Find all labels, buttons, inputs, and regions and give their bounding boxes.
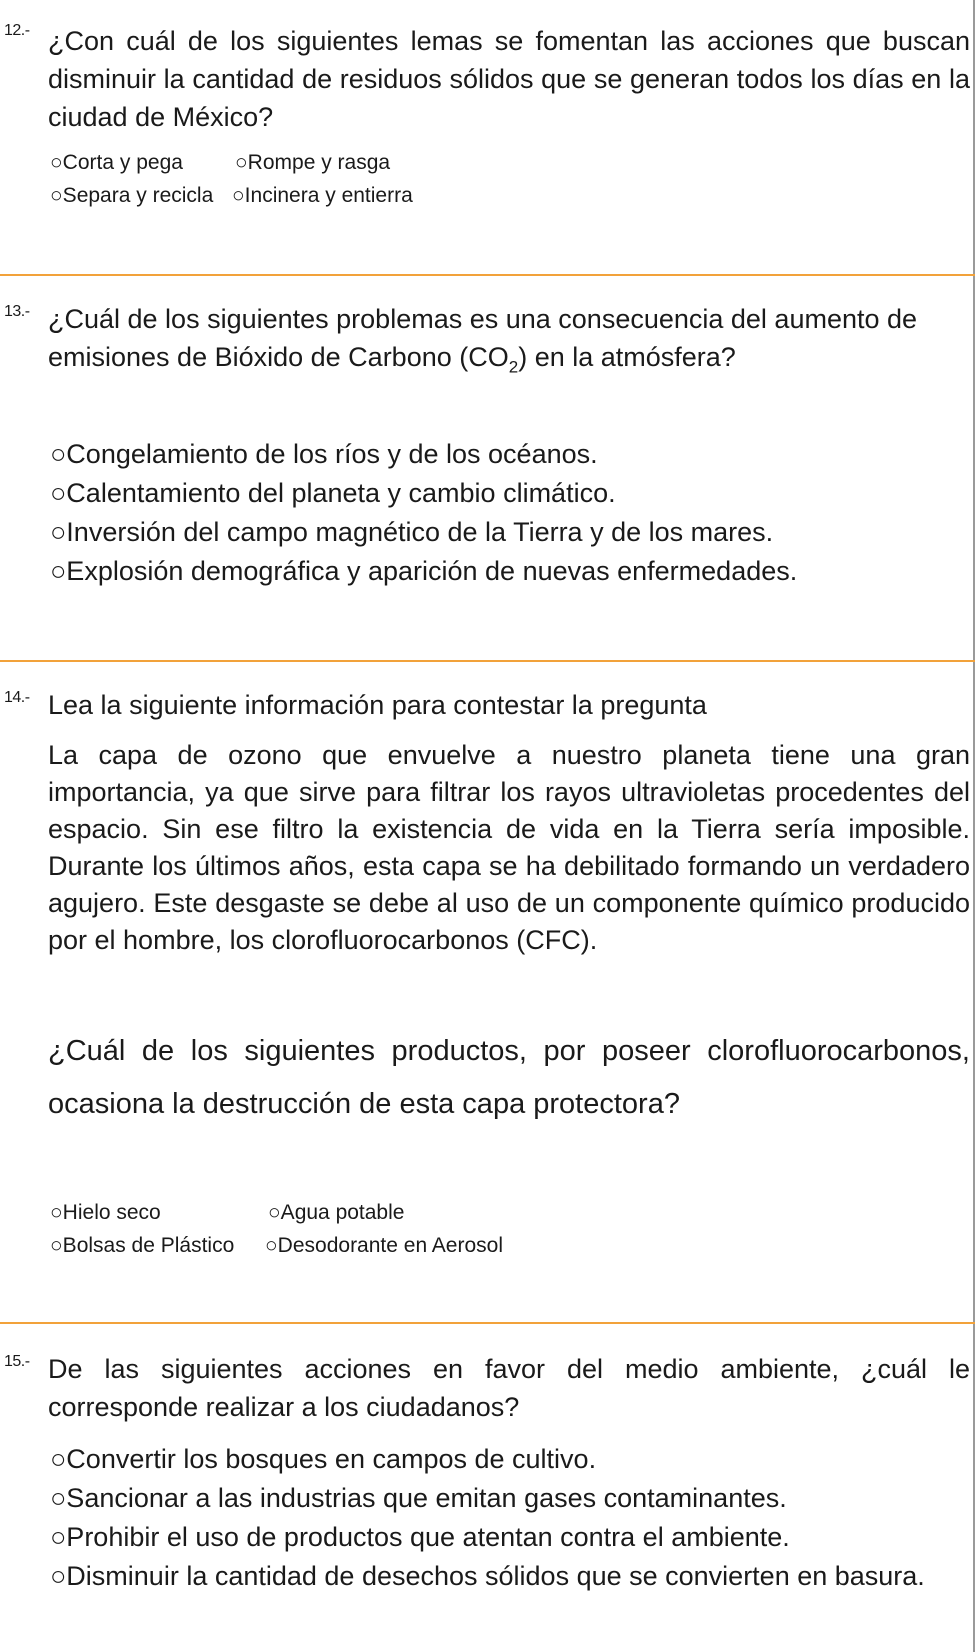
section-divider [0,1322,975,1324]
option-b[interactable]: ○Rompe y rasga [235,151,391,174]
question-text: De las siguientes acciones en favor del medio ambiente, ¿cuál le corresponde realizar a los ciudadanos? [48,1354,970,1422]
reading-paragraph: La capa de ozono que envuelve a nuestro planeta tiene una gran importancia, ya que sirve para filtrar los rayos ultravioletas procedentes del espacio. Sin ese filtro la existencia de vida en la Tierra sería imposible. Durante los últimos años, esta capa se ha debilitado formando un verdadero agujero. Este desgaste se debe al uso de un componente químico producido por el hombre, los clorofluorocarbonos (CFC). [48,740,970,955]
section-divider [0,274,975,276]
question-intro: Lea la siguiente información para contestar la pregunta [48,690,707,720]
option-b[interactable]: ○Calentamiento del planeta y cambio climático. [50,478,616,508]
question-text: ¿Con cuál de los siguientes lemas se fomentan las acciones que buscan disminuir la cantidad de residuos sólidos que se generan todos los días en la ciudad de México? [48,26,970,132]
section-divider [0,660,975,662]
option-d[interactable]: ○Desodorante en Aerosol [265,1234,504,1257]
option-c[interactable]: ○Prohibir el uso de productos que atentan contra el ambiente. [50,1522,790,1552]
option-c[interactable]: ○Inversión del campo magnético de la Tierra y de los mares. [50,517,774,547]
question-text: ¿Cuál de los siguientes problemas es una consecuencia del aumento de emisiones de Bióxido de Carbono $(CO_2)$ en la atmósfera? [48,304,918,377]
option-c[interactable]: ○Separa y recicla [50,184,214,207]
option-a[interactable]: ○Corta y pega [50,151,183,174]
answer-options [50,435,970,591]
question-text: ¿Cuál de los siguientes productos, por poseer clorofluorocarbonos, ocasiona la destrucción de esta capa protectora? [48,1035,970,1120]
question-number: 15.- [4,1353,30,1370]
option-a[interactable]: ○Congelamiento de los ríos y de los océanos. [50,439,598,469]
option-d[interactable]: ○Incinera y entierra [232,184,413,207]
question-number: 13.- [4,303,30,320]
option-d[interactable]: ○Explosión demográfica y aparición de nuevas enfermedades. [50,556,798,586]
option-b[interactable]: ○Sancionar a las industrias que emitan gases contaminantes. [50,1483,787,1513]
option-a[interactable]: ○Hielo seco [50,1201,161,1224]
option-b[interactable]: ○Agua potable [268,1201,405,1224]
option-d[interactable]: ○Disminuir la cantidad de desechos sólidos que se convierten en basura. [50,1561,925,1591]
option-a[interactable]: ○Convertir los bosques en campos de cultivo. [50,1444,597,1474]
answer-options [50,1440,950,1596]
question-number: 12.- [4,22,30,39]
option-c[interactable]: ○Bolsas de Plástico [50,1234,235,1257]
question-number: 14.- [4,689,30,706]
